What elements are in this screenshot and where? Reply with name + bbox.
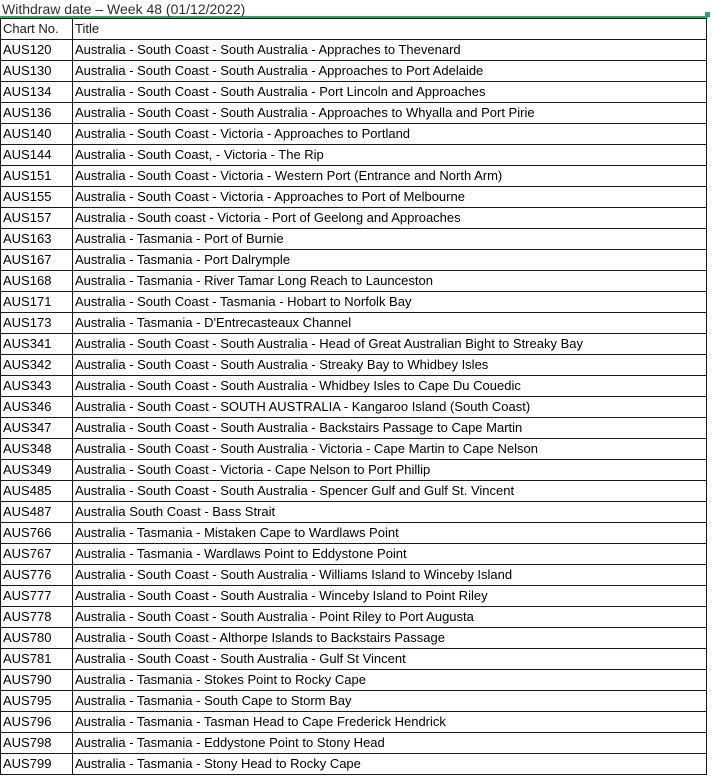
chart-number-cell[interactable]: AUS151: [1, 166, 73, 187]
chart-title-cell[interactable]: Australia - Tasmania - Wardlaws Point to Eddystone Point: [73, 544, 707, 565]
chart-title-cell[interactable]: Australia - South Coast - Tasmania - Hobart to Norfolk Bay: [73, 292, 707, 313]
table-body: [1, 40, 707, 775]
table-row: [1, 418, 707, 439]
chart-number-cell[interactable]: AUS173: [1, 313, 73, 334]
sheet-title: Withdraw date – Week 48 (01/12/2022): [2, 1, 246, 17]
table-row: [1, 754, 707, 775]
table-row: [1, 649, 707, 670]
table-row: [1, 103, 707, 124]
chart-number-cell[interactable]: AUS163: [1, 229, 73, 250]
chart-title-cell[interactable]: Australia - Tasmania - Port Dalrymple: [73, 250, 707, 271]
table-row: [1, 439, 707, 460]
table-row: [1, 712, 707, 733]
chart-title-cell[interactable]: Australia - Tasmania - D'Entrecasteaux Channel: [73, 313, 707, 334]
table-row: [1, 733, 707, 754]
table-row: [1, 82, 707, 103]
table-row: [1, 250, 707, 271]
fill-handle[interactable]: [705, 12, 710, 17]
chart-number-cell[interactable]: AUS342: [1, 355, 73, 376]
chart-number-cell[interactable]: AUS781: [1, 649, 73, 670]
chart-title-cell[interactable]: Australia - Tasmania - Eddystone Point to Stony Head: [73, 733, 707, 754]
table-row: [1, 397, 707, 418]
chart-title-cell[interactable]: Australia - Tasmania - River Tamar Long Reach to Launceston: [73, 271, 707, 292]
table-row: [1, 124, 707, 145]
chart-number-cell[interactable]: AUS487: [1, 502, 73, 523]
chart-number-cell[interactable]: AUS140: [1, 124, 73, 145]
chart-number-cell[interactable]: AUS341: [1, 334, 73, 355]
chart-number-cell[interactable]: AUS790: [1, 670, 73, 691]
table-row: [1, 61, 707, 82]
header-chart-no[interactable]: Chart No.: [1, 19, 73, 40]
table-row: [1, 502, 707, 523]
table-row: [1, 670, 707, 691]
chart-number-cell[interactable]: AUS343: [1, 376, 73, 397]
chart-number-cell[interactable]: AUS171: [1, 292, 73, 313]
chart-number-cell[interactable]: AUS796: [1, 712, 73, 733]
table-row: [1, 271, 707, 292]
chart-number-cell[interactable]: AUS157: [1, 208, 73, 229]
chart-number-cell[interactable]: AUS798: [1, 733, 73, 754]
chart-number-cell[interactable]: AUS168: [1, 271, 73, 292]
header-title[interactable]: Title: [73, 19, 707, 40]
chart-title-cell[interactable]: Australia - Tasmania - Stony Head to Rocky Cape: [73, 754, 707, 775]
chart-table: [0, 18, 707, 775]
table-row: [1, 145, 707, 166]
chart-number-cell[interactable]: AUS167: [1, 250, 73, 271]
chart-title-cell[interactable]: Australia - Tasmania - Mistaken Cape to Wardlaws Point: [73, 523, 707, 544]
chart-title-cell[interactable]: Australia - South Coast - South Australia - Victoria - Cape Martin to Cape Nelson: [73, 439, 707, 460]
chart-number-cell[interactable]: AUS766: [1, 523, 73, 544]
chart-number-cell[interactable]: AUS346: [1, 397, 73, 418]
chart-title-cell[interactable]: Australia - South Coast - South Australia - Winceby Island to Point Riley: [73, 586, 707, 607]
table-row: [1, 460, 707, 481]
table-row: [1, 586, 707, 607]
table-row: [1, 376, 707, 397]
chart-title-cell[interactable]: Australia - South Coast - South Australia - Whidbey Isles to Cape Du Couedic: [73, 376, 707, 397]
chart-title-cell[interactable]: Australia - South Coast - South Australia - Streaky Bay to Whidbey Isles: [73, 355, 707, 376]
chart-number-cell[interactable]: AUS136: [1, 103, 73, 124]
table-row: [1, 334, 707, 355]
table-row: [1, 166, 707, 187]
table-row: [1, 607, 707, 628]
chart-title-cell[interactable]: Australia - South Coast - Victoria - Approaches to Portland: [73, 124, 707, 145]
chart-title-cell[interactable]: Australia - South Coast - South Australia - Port Lincoln and Approaches: [73, 82, 707, 103]
chart-number-cell[interactable]: AUS767: [1, 544, 73, 565]
chart-number-cell[interactable]: AUS348: [1, 439, 73, 460]
chart-title-cell[interactable]: Australia - South Coast - Althorpe Islands to Backstairs Passage: [73, 628, 707, 649]
chart-number-cell[interactable]: AUS485: [1, 481, 73, 502]
chart-title-cell[interactable]: Australia - South Coast - Victoria - Approaches to Port of Melbourne: [73, 187, 707, 208]
chart-number-cell[interactable]: AUS795: [1, 691, 73, 712]
chart-title-cell[interactable]: Australia - South Coast - South Australia - Head of Great Australian Bight to Streaky Bay: [73, 334, 707, 355]
table-row: [1, 292, 707, 313]
chart-number-cell[interactable]: AUS155: [1, 187, 73, 208]
table-row: [1, 355, 707, 376]
chart-title-cell[interactable]: Australia - South coast - Victoria - Port of Geelong and Approaches: [73, 208, 707, 229]
chart-number-cell[interactable]: AUS120: [1, 40, 73, 61]
table-row: [1, 544, 707, 565]
chart-title-cell[interactable]: Australia - South Coast - South Australia - Williams Island to Winceby Island: [73, 565, 707, 586]
table-row: [1, 523, 707, 544]
sheet-title-cell[interactable]: [0, 0, 708, 18]
chart-title-cell[interactable]: Australia - Tasmania - Port of Burnie: [73, 229, 707, 250]
chart-title-cell[interactable]: Australia - Tasmania - South Cape to Storm Bay: [73, 691, 707, 712]
table-row: [1, 229, 707, 250]
chart-title-cell[interactable]: Australia - South Coast - South Australia - Spencer Gulf and Gulf St. Vincent: [73, 481, 707, 502]
table-row: [1, 40, 707, 61]
chart-title-cell[interactable]: Australia South Coast - Bass Strait: [73, 502, 707, 523]
chart-title-cell[interactable]: Australia - South Coast - South Australia - Appraches to Thevenard: [73, 40, 707, 61]
table-row: [1, 208, 707, 229]
chart-number-cell[interactable]: AUS130: [1, 61, 73, 82]
header-row: [1, 19, 707, 40]
table-row: [1, 313, 707, 334]
chart-title-cell[interactable]: Australia - Tasmania - Tasman Head to Cape Frederick Hendrick: [73, 712, 707, 733]
chart-title-cell[interactable]: Australia - South Coast - South Australia - Approaches to Port Adelaide: [73, 61, 707, 82]
table-row: [1, 481, 707, 502]
chart-title-cell[interactable]: Australia - South Coast - South Australia - Gulf St Vincent: [73, 649, 707, 670]
chart-title-cell[interactable]: Australia - South Coast - Victoria - Cape Nelson to Port Phillip: [73, 460, 707, 481]
chart-number-cell[interactable]: AUS780: [1, 628, 73, 649]
chart-title-cell[interactable]: Australia - South Coast - South Australia - Backstairs Passage to Cape Martin: [73, 418, 707, 439]
chart-title-cell[interactable]: Australia - Tasmania - Stokes Point to Rocky Cape: [73, 670, 707, 691]
chart-number-cell[interactable]: AUS776: [1, 565, 73, 586]
table-row: [1, 565, 707, 586]
chart-title-cell[interactable]: Australia - South Coast - South Australia - Approaches to Whyalla and Port Pirie: [73, 103, 707, 124]
chart-number-cell[interactable]: AUS347: [1, 418, 73, 439]
chart-title-cell[interactable]: Australia - South Coast, - Victoria - The Rip: [73, 145, 707, 166]
chart-number-cell[interactable]: AUS777: [1, 586, 73, 607]
table-row: [1, 187, 707, 208]
chart-number-cell[interactable]: AUS799: [1, 754, 73, 775]
chart-title-cell[interactable]: Australia - South Coast - Victoria - Western Port (Entrance and North Arm): [73, 166, 707, 187]
table-row: [1, 691, 707, 712]
chart-number-cell[interactable]: AUS778: [1, 607, 73, 628]
table-row: [1, 628, 707, 649]
chart-number-cell[interactable]: AUS134: [1, 82, 73, 103]
chart-number-cell[interactable]: AUS144: [1, 145, 73, 166]
chart-title-cell[interactable]: Australia - South Coast - South Australia - Point Riley to Port Augusta: [73, 607, 707, 628]
chart-title-cell[interactable]: Australia - South Coast - SOUTH AUSTRALIA - Kangaroo Island (South Coast): [73, 397, 707, 418]
chart-number-cell[interactable]: AUS349: [1, 460, 73, 481]
